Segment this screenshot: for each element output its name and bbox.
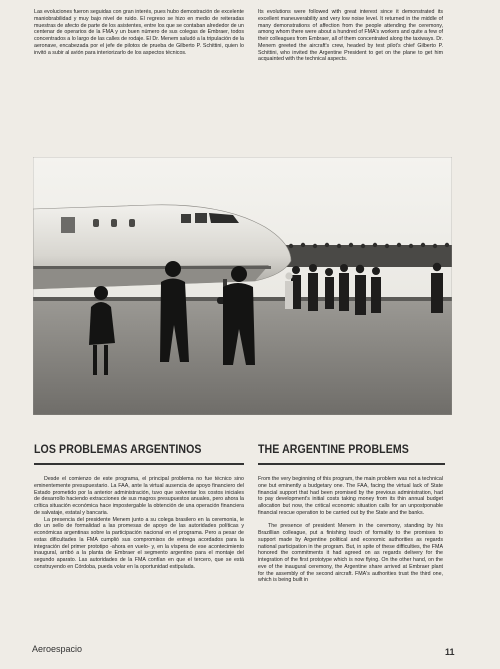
spanish-section-heading: LOS PROBLEMAS ARGENTINOS (34, 444, 202, 456)
spanish-body-paragraph-2: La presencia del presidente Menem junto a su colega brasilero en la ceremonia, le dio un sello de formalidad a las promesas de apoyo de las autoridades políticas y económicas argentinas sobre la participación nacional en el programa. Pero a pesar de estas dificultades la FMA cumplió sus compromisos de entrega acordados para la integración del primer prototipo -ahora en vuelo- y, en la víspera de ese acontecimiento inaugural, arribó a la planta de Embraer el segmento argentino para el montaje del segundo aparato. Las autoridades de la FMA confían en que el tercero, que se está construyendo en Córdoba, pueda volar en la oportunidad estipulada. (34, 516, 244, 570)
english-body-column (258, 476, 443, 584)
spanish-intro-column (34, 9, 244, 56)
english-body-paragraph-1: From the very beginning of this program, the main problem was not a technical one but eminently a budgetary one. The FAA, facing the virtual lack of State financial support that had been promised by the previous administration, had to pay development's initial costs taking money from its thin annual budget allocation but now, the critical economic situation calls for an unpostponable financial rescue operation to be carried out by the State and the banks. (258, 476, 443, 516)
spanish-heading-rule (34, 463, 244, 465)
aircraft-ceremony-photo (33, 157, 452, 415)
english-heading-rule (258, 463, 445, 465)
english-body-paragraph-2: The presence of president Menem in the ceremony, standing by his Brazillian colleague, put a finishing touch of formality to the promises to support made by Argentine political and economic authorities as regards national participation in the program. But, in spite of these difficulties, the FMA honored the commitments it had agreed on as regards delivery for the integration of the first prototype which is now flying. On the other hand, on the eve of the inaugural ceremony, the Argentine share arrived at Embraer plant for the assembly of the second aircraft. FMA's authorities trust the third one, which is being built in (258, 523, 443, 584)
spanish-body-column (34, 476, 244, 571)
page-number: 11 (445, 647, 455, 657)
spanish-intro-paragraph: Las evoluciones fueron seguidas con gran interés, pues hubo demostración de excelente maniobrabilidad y muy bajo nivel de ruido. El regreso se hizo en medio de reiteradas muestras de afecto de parte de los asistentes, entre los que se contaban alrededor de un centenar de operarios de la FMA y un buen número de sus colegas de Embraer, todos concentrados a lo largo de las calles de rodaje. El Dr. Menem saludó a la tripulación de la aeronave, encabezada por el jefe de pilotos de prueba de Gilberto P. Schittini, quien lo invitó a subir al avión para interiorizarlo de los aspectos técnicos. (34, 9, 244, 56)
english-intro-paragraph: Its evolutions were followed with great interest since it demonstrated its excellent maneuverability and very low noise level. It returned in the middle of many demonstrations of affection from the people attending the ceremony, among whom there were about a hundred of FMA's workers and quite a few of their colleagues from Embraer, all of them concentrated along the taxiways. Dr. Menem greeted the aircraft's crew, headed by test pilot's chief Gilberto P. Schittini, who invited the Argentine President to get on the plane to get him acquainted with the technical aspects. (258, 9, 443, 63)
magazine-name: Aeroespacio (32, 644, 83, 654)
spanish-body-paragraph-1: Desde el comienzo de este programa, el principal problema no fue técnico sino eminentemente presupuestario. La FAA, ante la virtual ausencia de apoyo financiero del Estado prometido por la anterior administración, tuvo que solventar los costos iniciales de desarrollo haciendo extracciones de sus magros presupuestos anuales, pero ahora la crítica situación económica hace impostergable la obtención de una operación financiera de salvataje, estatal y bancaria. (34, 476, 244, 516)
english-intro-column (258, 9, 443, 63)
english-section-heading: THE ARGENTINE PROBLEMS (258, 444, 409, 456)
